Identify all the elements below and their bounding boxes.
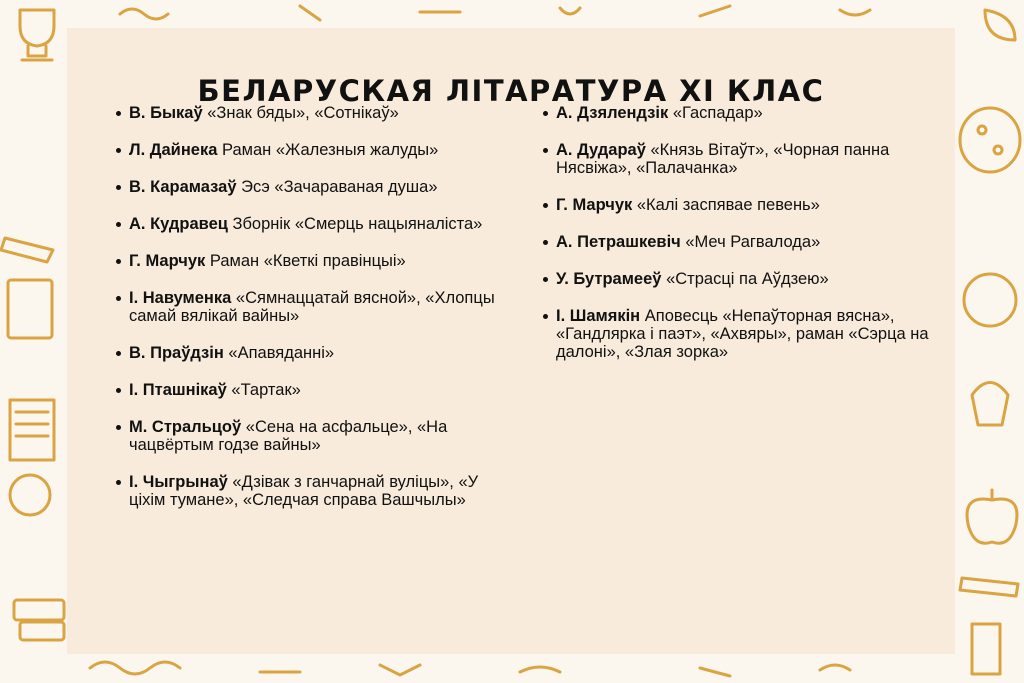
- author-name: А. Дзялендзік: [556, 104, 669, 122]
- list-item: [114, 141, 504, 159]
- works-text: «Гаспадар»: [672, 104, 763, 122]
- works-text: «Сямнаццатай вясной», «Хлопцы самай вялікай вайны»: [129, 289, 495, 325]
- list-item: [541, 196, 941, 214]
- author-name: І. Пташнікаў: [129, 381, 227, 399]
- list-item: [114, 215, 504, 233]
- works-text: «Сена на асфальце», «На чацвёртым годзе вайны»: [129, 418, 448, 454]
- works-text: «Апавяданні»: [228, 344, 335, 362]
- works-text: «Меч Рагвалода»: [685, 233, 821, 251]
- list-item: [541, 233, 941, 251]
- author-name: В. Быкаў: [129, 104, 203, 122]
- pencil-icon-right: [960, 578, 1018, 596]
- author-name: Г. Марчук: [556, 196, 633, 214]
- author-name: Г. Марчук: [129, 252, 206, 270]
- top-squiggle: [120, 6, 870, 20]
- works-text: «Князь Вітаўт», «Чорная панна Нясвіжа», «Палачанка»: [556, 141, 890, 177]
- author-name: А. Кудравец: [129, 215, 228, 233]
- pencil-icon: [1, 238, 53, 262]
- list-item: [114, 289, 504, 325]
- works-text: Зборнік «Смерць нацыяналіста»: [232, 215, 483, 233]
- author-name: А. Петрашкевіч: [556, 233, 681, 251]
- works-text: «Знак бяды», «Сотнікаў»: [207, 104, 399, 122]
- list-item: [114, 104, 504, 122]
- medal-icon: [10, 475, 50, 515]
- list-item: [541, 104, 941, 122]
- works-text: «Тартак»: [231, 381, 301, 399]
- right-column-list: [541, 104, 941, 380]
- works-text: «Дзівак з ганчарнай вуліцы», «У ціхім тумане», «Следчая справа Вашчылы»: [129, 473, 479, 509]
- list-item: [541, 270, 941, 288]
- bottle-icon: [972, 624, 1000, 674]
- author-name: І. Чыгрынаў: [129, 473, 228, 491]
- list-item: [114, 473, 504, 509]
- author-name: М. Стральцоў: [129, 418, 242, 436]
- trophy-icon: [20, 10, 54, 60]
- works-text: Раман «Кветкі правінцыі»: [209, 252, 406, 270]
- book-icon: [8, 280, 52, 338]
- content-card: [67, 28, 955, 654]
- lamp-icon: [972, 383, 1008, 426]
- works-text: Аповесць «Непаўторная вясна», «Гандлярка і паэт», «Ахвяры», раман «Сэрца на далоні», «Злая зорка»: [556, 307, 929, 361]
- works-text: «Калі заспявае певень»: [636, 196, 820, 214]
- works-text: «Страсці па Аўдзею»: [666, 270, 829, 288]
- list-item: [114, 418, 504, 454]
- left-column-list: [114, 104, 504, 528]
- list-item: [114, 178, 504, 196]
- author-name: В. Карамазаў: [129, 178, 237, 196]
- apple-icon: [967, 490, 1017, 543]
- list-item: [114, 344, 504, 362]
- works-text: Раман «Жалезныя жалуды»: [222, 141, 439, 159]
- books-icon: [14, 600, 64, 620]
- list-item: [541, 307, 941, 361]
- author-name: І. Навуменка: [129, 289, 232, 307]
- list-item: [114, 381, 504, 399]
- author-name: У. Бутрамееў: [556, 270, 662, 288]
- list-item: [114, 252, 504, 270]
- works-text: Эсэ «Зачараваная душа»: [241, 178, 438, 196]
- leaf-icon: [985, 10, 1015, 40]
- page-title: БЕЛАРУСКАЯ ЛІТАРАТУРА ХІ КЛАС: [197, 74, 825, 108]
- author-name: В. Праўдзін: [129, 344, 224, 362]
- list-item: [541, 141, 941, 177]
- author-name: Л. Дайнека: [129, 141, 218, 159]
- palette-icon: [960, 108, 1020, 172]
- author-name: А. Дудараў: [556, 141, 646, 159]
- globe-icon: [964, 274, 1016, 326]
- bottom-squiggle: [90, 662, 850, 676]
- notebook-icon: [10, 400, 54, 460]
- author-name: І. Шамякін: [556, 307, 641, 325]
